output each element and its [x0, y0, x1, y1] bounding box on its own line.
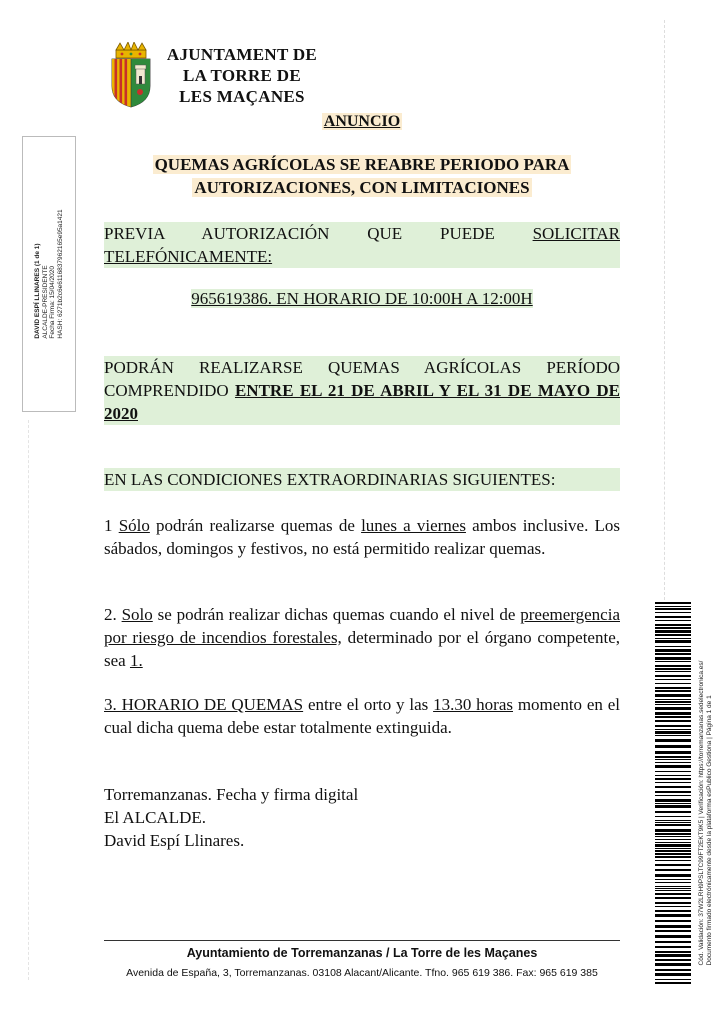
barcode-bar [655, 602, 691, 604]
signature-hash: HASH: 6271b2c6e6116837962165e95a1421 [56, 209, 64, 339]
barcode-bar [655, 816, 691, 817]
condition-text: 1 [104, 516, 119, 535]
barcode-bar [655, 725, 691, 727]
condition-underlined: lunes a viernes [361, 516, 466, 535]
barcode-bar [655, 729, 691, 730]
barcode-bar [655, 822, 691, 823]
logo-line: LA TORRE DE [183, 66, 301, 85]
signer-name: DAVID ESPÍ LLINARES (1 de 1) [34, 243, 41, 339]
barcode-bar [655, 853, 691, 855]
barcode-bar [655, 803, 691, 804]
barcode-bar [655, 914, 691, 917]
condition-underlined: Solo [121, 605, 153, 624]
barcode-bar [655, 616, 691, 618]
barcode-bar [655, 630, 691, 633]
authorization-paragraph [104, 222, 620, 268]
barcode-bar [655, 704, 691, 705]
barcode-bar [655, 782, 691, 783]
barcode-bar [655, 791, 691, 793]
barcode-bar [655, 860, 691, 861]
barcode-bar [655, 979, 691, 980]
condition-3 [104, 693, 620, 739]
title-line: AUTORIZACIONES, CON LIMITACIONES [194, 178, 530, 197]
digital-signature-box [22, 136, 76, 412]
barcode-bar [655, 930, 691, 932]
barcode-bar [655, 707, 691, 710]
barcode-bar [655, 954, 691, 957]
barcode-bar [655, 690, 691, 692]
barcode-bar [655, 679, 691, 680]
condition-text: 2. [104, 605, 122, 624]
signature-line: Torremanzanas. Fecha y firma digital [104, 785, 359, 804]
barcode-bar [655, 969, 691, 971]
barcode-bar [655, 869, 691, 871]
barcode-bar [655, 925, 691, 928]
barcode-bar [655, 683, 691, 684]
barcode-bar [655, 765, 691, 768]
barcode-bar [655, 824, 691, 826]
condition-underlined: 13.30 horas [433, 695, 513, 714]
condition-text: determinado por el órgano competente, sea [104, 628, 620, 670]
barcode-bar [655, 844, 691, 847]
barcode-bar [655, 897, 691, 899]
barcode-bar [655, 699, 691, 700]
announcement-heading [0, 113, 724, 131]
title-line: QUEMAS AGRÍCOLAS SE REABRE PERIODO PARA [154, 155, 570, 174]
condition-1 [104, 514, 620, 560]
barcode-bar [655, 712, 691, 715]
signature-details [34, 209, 64, 338]
condition-underlined: 3. HORARIO DE QUEMAS [104, 695, 304, 714]
barcode-bar [655, 675, 691, 677]
phone-line [104, 289, 620, 309]
barcode-bar [655, 608, 691, 610]
barcode-bar [655, 888, 691, 889]
barcode-bar [655, 668, 691, 670]
condition-text: momento en el cual dicha quema debe estar totalmente extinguida. [104, 695, 621, 737]
barcode-bar [655, 762, 691, 763]
barcode-bar [655, 720, 691, 722]
barcode-bar [655, 638, 691, 639]
barcode-bar [655, 902, 691, 904]
barcode-bar [655, 612, 691, 613]
authorization-text: PREVIA AUTORIZACIÓN QUE PUEDE [104, 224, 533, 243]
barcode-bar [655, 671, 691, 672]
barcode-bar [655, 657, 691, 660]
signer-role: ALCALDE-PRESIDENTE [41, 265, 49, 339]
barcode-bar [655, 649, 691, 652]
barcode-bar [655, 756, 691, 758]
barcode-bar [655, 886, 691, 887]
phone-text: 965619386. EN HORARIO DE 10:00H A 12:00H [191, 289, 533, 308]
signature-block [104, 783, 620, 852]
barcode-bar [655, 811, 691, 813]
barcode-bar [655, 739, 691, 742]
barcode-bar [655, 620, 691, 621]
barcode-bar [655, 946, 691, 948]
barcode-bar [655, 874, 691, 877]
document-title [104, 153, 620, 199]
barcode-bar [655, 906, 691, 907]
barcode-bar [655, 799, 691, 802]
barcode-bar [655, 820, 691, 821]
barcode-bar [655, 850, 691, 852]
barcode-bar [655, 805, 691, 808]
signature-line: El ALCALDE. [104, 808, 206, 827]
condition-underlined: Sólo [118, 516, 150, 535]
verification-line: Documento firmado electrónicamente desde la plataforma esPublico Gestiona | Página 1 de 1 [706, 695, 713, 966]
logo-line: AJUNTAMENT DE [166, 45, 318, 64]
barcode-bar [655, 759, 691, 760]
footer-divider [104, 940, 620, 941]
condition-text: ambos inclusive. Los sábados, domingos y festivos, no está permitido realizar quemas. [104, 516, 621, 558]
barcode-bar [655, 606, 691, 607]
condition-text: entre el orto y las [303, 695, 434, 714]
coat-of-arms-logo [108, 42, 154, 108]
verification-line: Cód. Validación: 37W2LRH9PSLTC99FT2EKT9K5 | Verificación: https://torremanzanas.sedelectronica.es/ [698, 660, 705, 966]
barcode-bar [655, 653, 691, 655]
logo-line: LES MAÇANES [179, 87, 305, 106]
barcode-bar [655, 775, 691, 776]
barcode-bar [655, 833, 691, 835]
barcode-bar [655, 842, 691, 843]
heading-text: ANUNCIO [323, 113, 401, 130]
conditions-heading: EN LAS CONDICIONES EXTRAORDINARIAS SIGUIENTES: [104, 468, 620, 491]
barcode-bar [655, 687, 691, 689]
barcode-bar [655, 935, 691, 938]
barcode-bar [655, 716, 691, 718]
verification-text [694, 638, 718, 988]
condition-2 [104, 603, 620, 672]
barcode-bar [655, 951, 691, 953]
barcode-bar [655, 959, 691, 961]
signature-line: David Espí Llinares. [104, 831, 245, 850]
barcode-bar [655, 771, 691, 772]
margin-guide [664, 20, 667, 600]
barcode-bar [655, 893, 691, 895]
barcode-bar [655, 795, 691, 796]
barcode-bar [655, 963, 691, 966]
barcode-bar [655, 864, 691, 866]
barcode-bar [655, 848, 691, 849]
authorization-underlined: SOLICITAR TELEFÓNICAMENTE: [104, 224, 620, 266]
barcode-bar [655, 836, 691, 837]
logo-text [162, 44, 322, 107]
barcode-bar [655, 786, 691, 788]
barcode-bar [655, 856, 691, 858]
period-dates: ENTRE EL 21 DE ABRIL Y EL 31 DE MAYO DE 2020 [104, 381, 620, 423]
verification-lines [698, 661, 714, 966]
margin-guide [28, 420, 31, 980]
barcode-bar [655, 661, 691, 662]
barcode-bar [655, 982, 691, 984]
barcode-bar [655, 646, 691, 647]
footer-organization: Ayuntamiento de Torremanzanas / La Torre de les Maçanes [186, 946, 538, 960]
barcode-bar [655, 745, 691, 748]
condition-text: podrán realizarse quemas de [149, 516, 362, 535]
barcode-bar [655, 920, 691, 922]
footer-address: Avenida de España, 3, Torremanzanas. 03108 Alacant/Alicante. Tfno. 965 619 386. Fax: 965 619 385 [126, 967, 598, 979]
barcode-bar [655, 735, 691, 736]
condition-underlined: preemergencia por riesgo de incendios forestales, [104, 605, 620, 647]
barcode-bar [655, 879, 691, 880]
barcode-bar [655, 640, 691, 643]
condition-text: se podrán realizar dichas quemas cuando el nivel de [152, 605, 521, 624]
condition-underlined: 1. [129, 651, 143, 670]
barcode-bar [655, 665, 691, 667]
barcode-bar [655, 694, 691, 697]
barcode-bar [655, 973, 691, 976]
barcode-bar [655, 882, 691, 883]
barcode-bar [655, 778, 691, 780]
barcode-bar [655, 624, 691, 626]
barcode-bar [655, 701, 691, 703]
barcode-bar [655, 829, 691, 832]
barcode-bar [655, 839, 691, 840]
barcode-bar [655, 890, 691, 891]
period-text: PODRÁN REALIZARSE QUEMAS AGRÍCOLAS PERÍODO COMPRENDIDO [104, 358, 620, 400]
barcode-bar [655, 751, 691, 754]
barcode-bar [655, 731, 691, 734]
barcode-bar [655, 910, 691, 912]
signature-date: Fecha Firma: 15/04/2020 [49, 266, 56, 339]
barcode-bar [655, 627, 691, 629]
period-paragraph [104, 356, 620, 425]
barcode-bar [655, 941, 691, 943]
barcode-bar [655, 634, 691, 636]
validation-barcode [655, 602, 691, 986]
